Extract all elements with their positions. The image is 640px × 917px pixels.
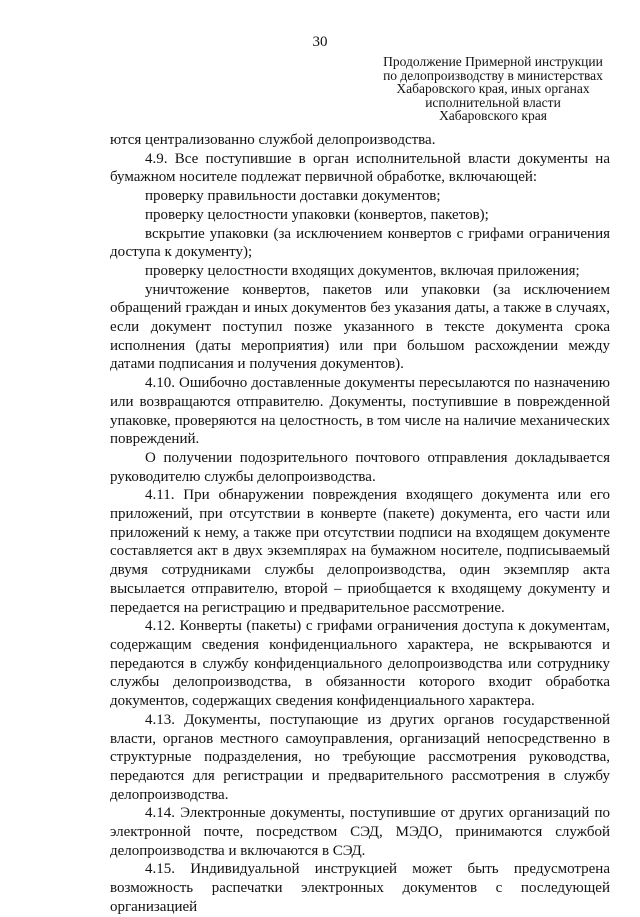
paragraph: ются централизованно службой делопроизводства.: [110, 132, 436, 148]
paragraph: 4.14. Электронные документы, поступившие от других организаций по электронной почте, посредством СЭД, МЭДО, принимаются службой делопроизводства и включаются в СЭД.: [110, 805, 610, 859]
list-item: проверку правильности доставки документов;: [145, 188, 441, 205]
paragraph: 4.11. При обнаружении повреждения входящего документа или его приложений, при отсутствии в конверте (пакете) документа, его части или приложений к нему, а также при отсутствии подписи на входящем документе составляется акт в двух экземплярах на бумажном носителе, подписываемый двумя сотрудниками службы делопроизводства, один экземпляр акта высылается отправителю, второй – приобщается к входящему документу и передается на регистрацию и предварительное рассмотрение.: [110, 487, 610, 616]
paragraph: 4.13. Документы, поступающие из других органов государственной власти, органов местного самоуправления, организаций непосредственно в структурные подразделения, но требующие рассмотрения руководства, передаются для регистрации и предварительного рассмотрения в службу делопроизводства.: [110, 711, 610, 803]
running-header-line: исполнительной власти: [425, 94, 561, 110]
list-item: уничтожение конвертов, пакетов или упаковки (за исключением обращений граждан и иных документов без указания даты, а также в случаях, если документ поступил позже указанного в тексте документа срока исполнения (даты мероприятия) или при большом расхождении между датами подписания и получения документов).: [110, 281, 610, 373]
page-number: 30: [312, 34, 328, 50]
paragraph: 4.9. Все поступившие в орган исполнительной власти документы на бумажном носителе подлежат первичной обработке, включающей:: [110, 150, 610, 186]
paragraph: 4.15. Индивидуальной инструкцией может быть предусмотрена возможность распечатки электронных документов с последующей организацией: [110, 861, 610, 915]
list-item: вскрытие упаковки (за исключением конвертов с грифами ограничения доступа к документу);: [110, 225, 610, 261]
running-header-line: Продолжение Примерной инструкции: [383, 54, 603, 69]
list-item: проверку целостности упаковки (конвертов, пакетов);: [145, 206, 489, 223]
paragraph: 4.12. Конверты (пакеты) с грифами ограничения доступа к документам, содержащим сведения конфиденциального характера, не вскрываются и передаются в службу конфиденциального делопроизводства или сотруднику службы делопроизводства, в обязанности которого входит обработка документов, содержащих сведения конфиденциального характера.: [110, 618, 610, 710]
running-header-line: Хабаровского края: [439, 108, 547, 123]
running-header-line: Хабаровского края, иных органах: [396, 81, 590, 96]
running-header-line: по делопроизводству в министерствах: [383, 67, 603, 83]
list-item: проверку целостности входящих документов, включая приложения;: [145, 262, 580, 279]
paragraph: 4.10. Ошибочно доставленные документы пересылаются по назначению или возвращаются отправителю. Документы, поступившие в поврежденной упаковке, проверяются на целостность, в том числе на наличие механических повреждений.: [110, 375, 610, 448]
document-body: [110, 131, 610, 917]
paragraph: О получении подозрительного почтового отправления докладывается руководителю службы делопроизводства.: [110, 449, 610, 485]
running-header: [380, 55, 606, 123]
